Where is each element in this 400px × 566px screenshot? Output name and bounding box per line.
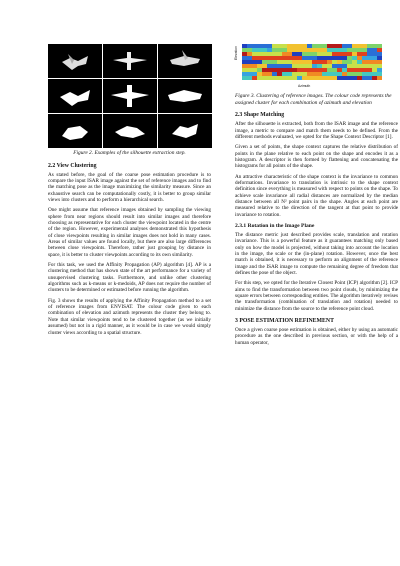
heatmap-cell [257,56,262,60]
heatmap-cell [367,56,372,60]
heatmap-cell [372,56,377,60]
heatmap-cell [282,56,287,60]
heatmap-cell [307,72,312,76]
heatmap-cell [347,60,352,64]
heatmap-cell [262,72,267,76]
heatmap-cell [362,52,367,56]
heatmap-cell [372,52,377,56]
heatmap-cell [247,64,252,68]
heatmap-cell [352,48,357,52]
heatmap-cell [282,76,287,80]
heatmap-cell [342,68,347,72]
heatmap-cell [242,60,247,64]
heatmap-cell [327,52,332,56]
heatmap-cell [287,60,292,64]
heatmap-cell [242,56,247,60]
heatmap-cell [332,60,337,64]
heatmap-cell [267,68,272,72]
heatmap-cell [287,48,292,52]
heatmap-cell [262,68,267,72]
paragraph: An attractive characteristic of the shape context is the invariance to common deformations. Invariance to translation is intrinsic to the shape context definition since everything is measured with respect to points on the shape. To achieve scale invariance all radial distances are normalized by the median distance between all N² point pairs in the shape. Angles at each point are measured relative to the direction of the tangent at that point to provide invariance to rotation. [235,173,398,218]
heatmap-cell [322,72,327,76]
heatmap-cell [297,52,302,56]
heatmap-cell [277,60,282,64]
heatmap-cell [307,44,312,48]
heatmap-cell [362,72,367,76]
heatmap-cell [357,64,362,68]
heatmap-cell [307,68,312,72]
section-title-shape-matching: 2.3 Shape Matching [235,112,285,119]
heatmap-cell [242,44,247,48]
heatmap-cell [347,48,352,52]
heatmap-cell [352,64,357,68]
heatmap-cell [367,64,372,68]
heatmap-cell [327,60,332,64]
heatmap-cell [277,64,282,68]
heatmap-cell [272,72,277,76]
paragraph: Once a given coarse pose estimation is obtained, either by using an automatic procedure as the one described in previous section, or with the help of a human operator, [235,327,398,346]
heatmap-cell [362,56,367,60]
heatmap-cell [317,64,322,68]
heatmap-cell [257,64,262,68]
heatmap-cell [257,48,262,52]
heatmap-cell [342,48,347,52]
heatmap-cell [292,56,297,60]
heatmap-cell [357,48,362,52]
figure3-caption: Figure 3. Clustering of reference images. The colour code represents the assigned cluster for each combination of azimuth and elevation [235,93,392,106]
heatmap-cell [367,60,372,64]
heatmap-cell [312,68,317,72]
heatmap-cell [367,48,372,52]
heatmap-xlabel: Azimuth [298,84,311,88]
heatmap-cell [347,72,352,76]
heatmap-cell [372,68,377,72]
heatmap-cell [342,52,347,56]
heatmap-cell [317,76,322,80]
paragraph: For this task, we used the Affinity Propagation (AP) algorithm [4]. AP is a clustering method that has shown state of the art performance for a variety of unsupervised clustering tasks. Furthermore, and unlike other clustering algorithms such as k-means or k-medoids, AP does not require the number of clusters to be determined or estimated before running the algorithm. [48,262,211,294]
heatmap-cell [322,64,327,68]
heatmap-cell [267,64,272,68]
heatmap-cell [327,44,332,48]
heatmap-cell [272,68,277,72]
heatmap-cell [297,48,302,52]
heatmap-cell [302,60,307,64]
heatmap-cell [352,52,357,56]
heatmap-cell [257,52,262,56]
heatmap-cell [327,64,332,68]
heatmap-cell [287,64,292,68]
heatmap-cell [327,56,332,60]
heatmap-cell [362,68,367,72]
heatmap-cell [272,76,277,80]
heatmap-cell [372,72,377,76]
heatmap-cell [267,56,272,60]
heatmap-cell [352,68,357,72]
heatmap-cell [337,56,342,60]
figure2-caption: Figure 2. Examples of the silhouette extraction step. [73,150,186,156]
paragraph: Fig. 3 shows the results of applying the Affinity Propagation method to a set of reference images from ENVISAT. The colour code given to each combination of elevation and azimuth represents the cluster they belong to. Note that similar viewpoints tend to be clustered together (as we initially assumed) but not in a rigid manner, as it would be in case we would simply cluster views according to a spatial structure. [48,297,211,336]
heatmap-cell [342,72,347,76]
heatmap-cell [367,44,372,48]
heatmap-cell [287,44,292,48]
heatmap-cell [282,60,287,64]
heatmap-cell [307,56,312,60]
heatmap-cell [377,72,382,76]
heatmap-cell [362,44,367,48]
heatmap-cell [252,56,257,60]
heatmap-cell [347,68,352,72]
heatmap-cell [267,52,272,56]
heatmap-cell [272,52,277,56]
heatmap-cell [262,64,267,68]
heatmap-cell [247,52,252,56]
figure-silhouette-examples [48,44,211,144]
heatmap-cell [362,76,367,80]
heatmap-cell [297,44,302,48]
heatmap-cell [287,56,292,60]
paragraph: Given a set of points, the shape context captures the relative distribution of points in the plane relative to each point on the shape and encodes it as a histogram. A descriptor is then formed by flattening and concatenating the histograms for all points of the shape. [235,144,398,170]
heatmap-cell [252,52,257,56]
heatmap-cell [247,44,252,48]
heatmap-cell [367,52,372,56]
heatmap-cell [322,60,327,64]
heatmap-cell [297,60,302,64]
heatmap-cell [342,56,347,60]
heatmap-cell [352,72,357,76]
heatmap-cell [242,48,247,52]
heatmap-cell [262,60,267,64]
heatmap-cell [272,60,277,64]
heatmap-cell [247,56,252,60]
heatmap-cell [312,64,317,68]
heatmap-cell [377,64,382,68]
heatmap-cell [302,56,307,60]
heatmap-cell [332,68,337,72]
heatmap-cell [377,52,382,56]
heatmap-cell [317,72,322,76]
heatmap-cell [372,44,377,48]
heatmap-cell [337,48,342,52]
heatmap-cell [312,76,317,80]
heatmap-cell [267,44,272,48]
heatmap-cell [377,60,382,64]
silhouette-5 [103,114,157,148]
heatmap-cell [372,64,377,68]
heatmap-cell [252,60,257,64]
heatmap-cell [327,72,332,76]
heatmap-cell [337,44,342,48]
heatmap-cell [317,56,322,60]
heatmap-cell [282,44,287,48]
heatmap-cell [322,52,327,56]
heatmap-cell [302,68,307,72]
heatmap-cell [267,76,272,80]
heatmap-cell [357,76,362,80]
heatmap-cell [377,48,382,52]
heatmap-ylabel: Elevation [234,46,238,60]
heatmap-cell [367,76,372,80]
heatmap-cell [252,48,257,52]
heatmap-cell [302,64,307,68]
heatmap-cell [327,48,332,52]
heatmap-cell [242,64,247,68]
heatmap-cell [332,72,337,76]
heatmap-cell [352,76,357,80]
heatmap-cell [307,48,312,52]
heatmap-cell [312,72,317,76]
heatmap-cell [317,44,322,48]
section-title-pose-refinement: 3 POSE ESTIMATION REFINEMENT [235,318,334,325]
heatmap-cell [342,64,347,68]
heatmap-cell [247,60,252,64]
heatmap-cell [317,60,322,64]
isar-image-3 [158,44,212,78]
heatmap-cell [322,48,327,52]
heatmap-cell [337,60,342,64]
heatmap-cell [292,60,297,64]
section-title-view-clustering: 2.2 View Clustering [48,162,97,169]
silhouette-1 [48,79,102,113]
heatmap-cell [357,72,362,76]
heatmap-cell [252,72,257,76]
heatmap-cell [277,48,282,52]
heatmap-cell [327,68,332,72]
heatmap-cell [297,76,302,80]
heatmap-cell [252,64,257,68]
heatmap-cell [372,60,377,64]
heatmap-cell [282,68,287,72]
heatmap-cell [312,52,317,56]
heatmap-cell [252,68,257,72]
heatmap-cell [332,64,337,68]
heatmap-cell [277,68,282,72]
heatmap-cell [292,68,297,72]
subsection-title-rotation: 2.3.1 Rotation in the Image Plane [235,223,315,229]
heatmap-cell [367,68,372,72]
heatmap-cell [277,76,282,80]
heatmap-cell [257,72,262,76]
heatmap-cell [317,68,322,72]
heatmap-cell [262,76,267,80]
left-column [48,44,211,340]
silhouette-6 [158,114,212,148]
heatmap-cell [272,44,277,48]
heatmap-cell [262,44,267,48]
heatmap-cell [362,64,367,68]
heatmap-cell [347,64,352,68]
cluster-heatmap [242,44,382,82]
heatmap-cell [282,52,287,56]
heatmap-cell [267,48,272,52]
heatmap-cell [277,72,282,76]
silhouette-3 [158,79,212,113]
heatmap-cell [277,44,282,48]
heatmap-cell [262,48,267,52]
heatmap-cell [257,68,262,72]
heatmap-cell [257,76,262,80]
heatmap-cell [287,68,292,72]
heatmap-cell [317,48,322,52]
heatmap-cell [302,72,307,76]
heatmap-cell [357,68,362,72]
heatmap-cell [362,48,367,52]
heatmap-cell [307,64,312,68]
heatmap-cell [357,60,362,64]
silhouette-2 [103,79,157,113]
heatmap-cell [302,44,307,48]
paragraph: As stated before, the goal of the coarse pose estimation procedure is to compare the input ISAR image against the set of reference images and to find the matching pose as the image maximizing the similarity measure. Since an exhaustive search can be computationally costly, it is better to group similar views into clusters and to perform a hierarchical search. [48,171,211,203]
heatmap-cell [307,52,312,56]
heatmap-cell [282,48,287,52]
heatmap-cell [332,76,337,80]
heatmap-cell [297,72,302,76]
heatmap-cell [252,76,257,80]
heatmap-cell [247,76,252,80]
heatmap-cell [272,48,277,52]
heatmap-cell [247,72,252,76]
heatmap-cell [377,76,382,80]
heatmap-cell [377,56,382,60]
heatmap-cell [337,68,342,72]
heatmap-cell [292,64,297,68]
heatmap-cell [337,72,342,76]
heatmap-cell [337,76,342,80]
heatmap-cell [272,64,277,68]
heatmap-cell [322,68,327,72]
heatmap-cell [287,72,292,76]
isar-image-1 [48,44,102,78]
heatmap-cell [242,76,247,80]
heatmap-cell [302,52,307,56]
heatmap-cell [317,52,322,56]
heatmap-cell [257,60,262,64]
heatmap-cell [312,44,317,48]
paragraph: The distance metric just described provides scale, translation and rotation invariance. This is a powerful feature as it guarantees matching only based only on how the model is projected, without taking into account the location in the image, the scale or the (in-plane) rotation. However, once the best match is obtained, it is necessary to perform an alignment of the reference image and the ISAR image to compute the remaining degree of freedom that defines the pose of the object. [235,232,398,277]
heatmap-cell [287,76,292,80]
heatmap-cell [292,48,297,52]
heatmap-cell [367,72,372,76]
heatmap-cell [267,72,272,76]
heatmap-cell [277,52,282,56]
heatmap-cell [327,76,332,80]
paragraph: After the silhouette is extracted, both from the ISAR image and the reference image, a metric to compare and match them needs to be defined. From the different methods evaluated, we opted for the Shape Context Descriptor [1]. [235,121,398,140]
right-column [235,44,398,350]
heatmap-cell [292,76,297,80]
heatmap-cell [362,60,367,64]
heatmap-cell [292,52,297,56]
heatmap-cell [277,56,282,60]
paragraph: One might assume that reference images obtained by sampling the viewing sphere from near regions should result into similar images and therefore choosing as representative for each cluster the viewpoint located in the centre of the region. However, experimental analyses demonstrated this hypothesis of close viewpoints resulting in similar images does not hold in many cases. Areas of similar values are found locally, but there are also large differences between close viewpoints. Therefore, rather just grouping by distance in space, it is better to cluster viewpoints according to its own similarity. [48,207,211,258]
silhouette-4 [48,114,102,148]
heatmap-cell [307,60,312,64]
heatmap-cell [352,44,357,48]
heatmap-cell [332,52,337,56]
heatmap-cell [322,56,327,60]
heatmap-cell [347,44,352,48]
heatmap-cell [242,72,247,76]
heatmap-cell [242,52,247,56]
heatmap-cell [377,68,382,72]
heatmap-cell [297,56,302,60]
heatmap-cell [357,52,362,56]
paragraph: For this step, we opted for the Iterative Closest Point (ICP) algorithm [2]. ICP aims to find the transformation between two point clouds, by minimizing the square errors between corresponding entities. The algorithm iteratively revises the transformation (combination of translation and rotation) needed to minimize the distance from the source to the reference point cloud. [235,280,398,312]
heatmap-cell [312,48,317,52]
heatmap-cell [337,64,342,68]
heatmap-cell [332,48,337,52]
heatmap-cell [377,44,382,48]
heatmap-cell [357,56,362,60]
heatmap-cell [342,44,347,48]
heatmap-cell [342,76,347,80]
heatmap-cell [292,44,297,48]
heatmap-cell [357,44,362,48]
heatmap-cell [282,64,287,68]
heatmap-cell [252,44,257,48]
heatmap-cell [292,72,297,76]
heatmap-cell [347,52,352,56]
heatmap-cell [352,60,357,64]
heatmap-cell [302,48,307,52]
heatmap-cell [262,52,267,56]
figure-cluster-heatmap [234,44,398,90]
heatmap-cell [372,76,377,80]
heatmap-cell [337,52,342,56]
heatmap-cell [312,56,317,60]
heatmap-cell [347,56,352,60]
heatmap-cell [302,76,307,80]
heatmap-cell [297,68,302,72]
heatmap-cell [372,48,377,52]
heatmap-cell [272,56,277,60]
heatmap-cell [312,60,317,64]
heatmap-cell [322,44,327,48]
heatmap-cell [297,64,302,68]
heatmap-cell [322,76,327,80]
heatmap-cell [347,76,352,80]
heatmap-cell [342,60,347,64]
heatmap-cell [267,60,272,64]
heatmap-cell [242,68,247,72]
heatmap-cell [307,76,312,80]
heatmap-cell [332,44,337,48]
heatmap-cell [332,56,337,60]
heatmap-cell [282,72,287,76]
heatmap-cell [262,56,267,60]
heatmap-cell [247,68,252,72]
heatmap-cell [247,48,252,52]
isar-image-2 [103,44,157,78]
heatmap-cell [287,52,292,56]
heatmap-cell [352,56,357,60]
heatmap-cell [257,44,262,48]
